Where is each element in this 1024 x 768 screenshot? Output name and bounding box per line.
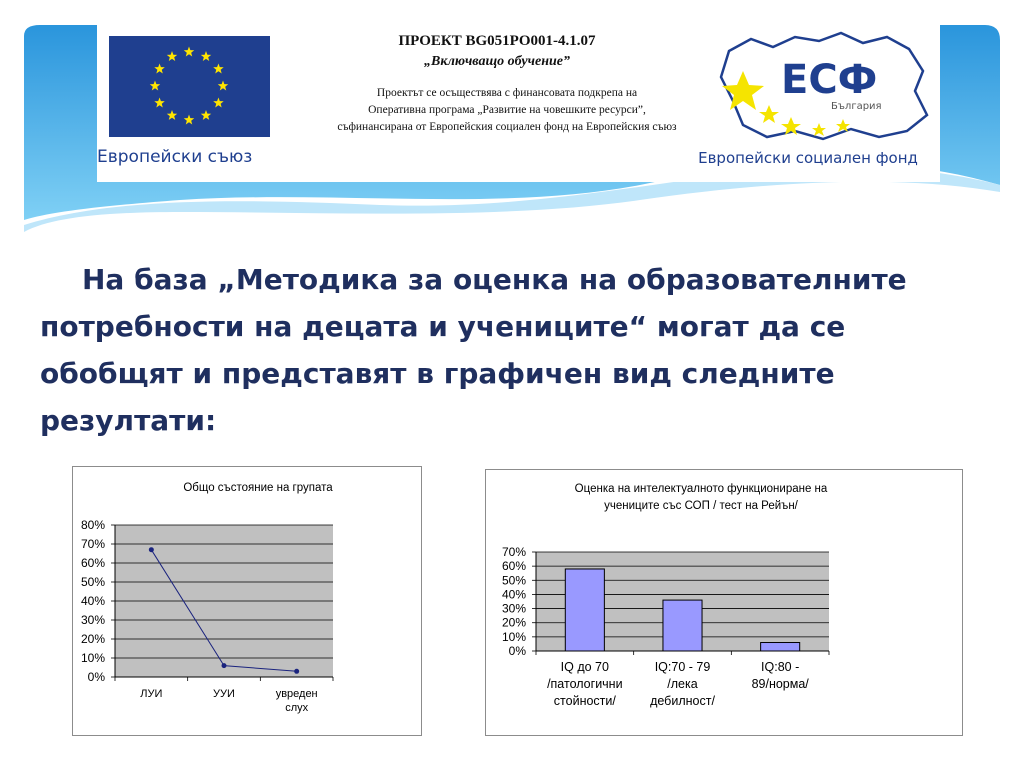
funding-line: Оперативна програма „Развитие на човешките ресурси”, [368,104,646,116]
x-category-label: увреден [275,688,318,700]
y-tick-label: 70% [80,537,105,551]
y-tick-label: 20% [501,615,526,630]
x-category-label: /лека [667,677,698,691]
x-category-label: дебилност/ [650,694,715,708]
intro-paragraph [40,256,990,444]
y-tick-label: 40% [80,594,105,608]
esf-label: Европейски социален фонд [698,149,918,167]
x-category-label: 89/норма/ [751,677,809,691]
esf-abbr: ЕСФ [781,57,878,103]
project-code: ПРОЕКТ BG051PO001-4.1.07 [398,33,596,49]
chart-title: Оценка на интелектуалното функциониране на [574,483,828,495]
data-point [294,669,299,674]
project-banner [97,25,940,182]
y-tick-label: 20% [80,632,105,646]
funding-line: съфинансирана от Европейския социален фонд на Европейския съюз [337,121,677,133]
y-tick-label: 0% [508,644,526,658]
data-point [222,663,227,668]
x-category-label: IQ до 70 [560,660,609,674]
x-category-label: IQ:80 - [761,660,800,674]
x-category-label: /патологични [547,677,623,691]
y-tick-label: 50% [80,575,105,589]
y-tick-label: 10% [80,651,105,665]
x-category-label: IQ:70 - 79 [654,660,711,674]
x-category-label: слух [285,702,309,714]
y-tick-label: 0% [87,670,105,684]
eu-label: Европейски съюз [97,147,253,167]
y-tick-label: 80% [80,518,105,532]
eu-flag-logo [109,36,270,137]
chart-intellectual-functioning [485,469,963,736]
chart-title: учениците със СОП / тест на Рейън/ [604,500,798,512]
x-category-label: ЛУИ [140,688,163,700]
esf-logo [711,29,933,147]
data-point [149,547,154,552]
funding-line: Проектът се осъществява с финансовата подкрепа на [376,87,638,99]
x-category-label: УУИ [213,688,235,700]
bar [663,600,702,651]
esf-country: България [831,101,882,112]
bar [565,569,604,651]
x-category-label: стойности/ [553,694,616,708]
y-tick-label: 60% [501,559,526,574]
chart-group-state [72,466,422,736]
chart-group-state-svg [73,467,421,735]
bar [761,643,800,651]
project-name: „Включващо обучение” [424,54,570,69]
y-tick-label: 30% [80,613,105,627]
chart-intellectual-functioning-svg [486,470,962,735]
chart-title: Общо състояние на групата [183,482,333,494]
y-tick-label: 10% [501,629,526,644]
y-tick-label: 50% [501,573,526,588]
y-tick-label: 30% [501,601,526,616]
y-tick-label: 70% [501,545,526,559]
y-tick-label: 40% [501,587,526,602]
intro-text: На база „Методика за оценка на образователните потребности на децата и учениците“ могат да се обобщят и представят в графичен вид следните резултати: [40,263,907,437]
y-tick-label: 60% [80,556,105,570]
